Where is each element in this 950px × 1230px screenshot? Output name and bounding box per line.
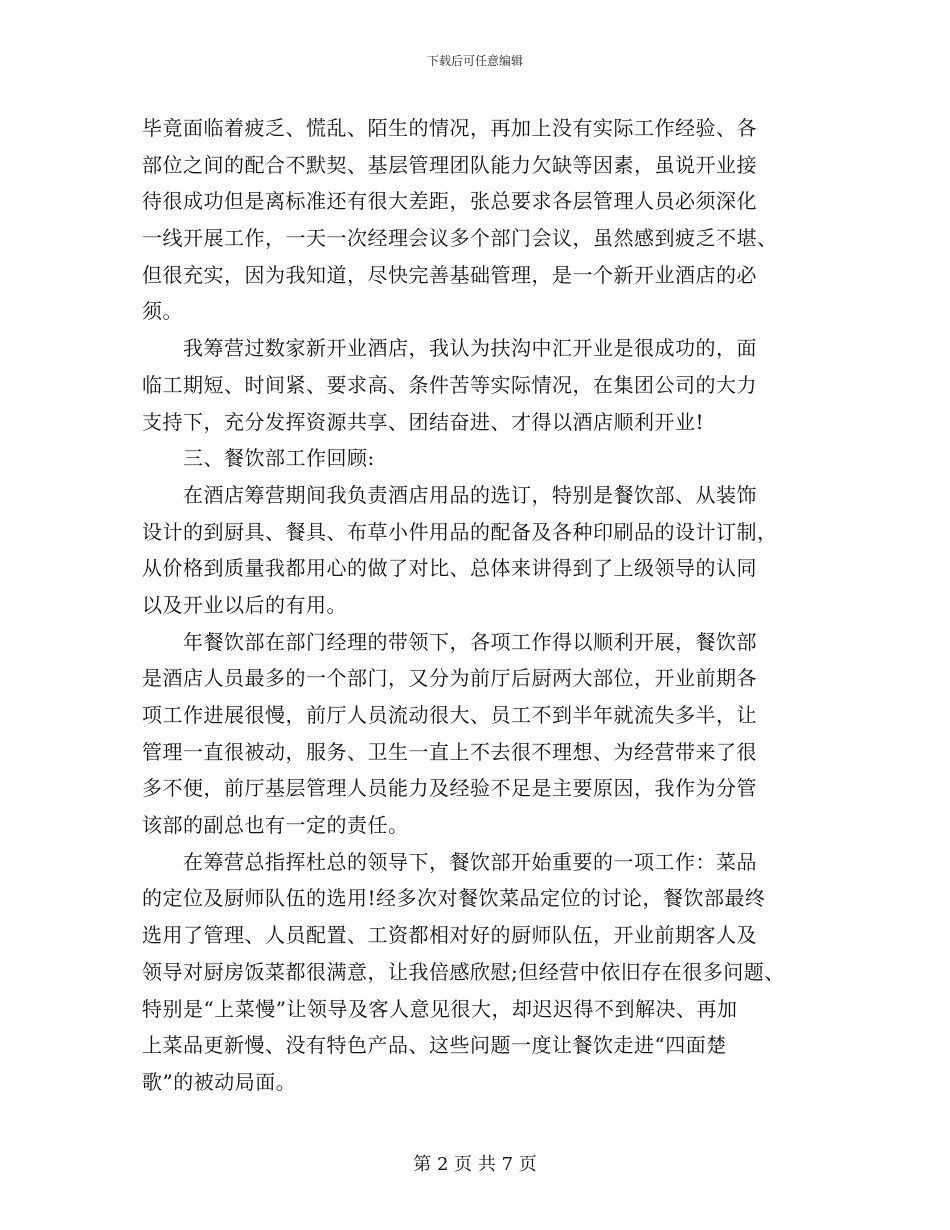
text-line: 临工期短、时间紧、要求高、条件苦等实际情况，在集团公司的大力 bbox=[142, 372, 757, 397]
text-line: 该部的副总也有一定的责任。 bbox=[142, 813, 409, 838]
text-line: 毕竟面临着疲乏、慌乱、陌生的情况，再加上没有实际工作经验、各 bbox=[142, 116, 757, 140]
document-body bbox=[142, 110, 822, 1101]
page-header: 下载后可任意编辑 bbox=[426, 54, 523, 68]
text-line: 特别是“上菜慢”让领导及客人意见很大，却迟迟得不到解决、再加 bbox=[142, 996, 738, 1021]
text-line: 部位之间的配合不默契、基层管理团队能力欠缺等因素，虽说开业接 bbox=[142, 152, 757, 177]
text-line: 上菜品更新慢、没有特色产品、这些问题一度让餐饮走进“四面楚 bbox=[142, 1033, 727, 1058]
text-line: 领导对厨房饭菜都很满意，让我倍感欣慰;但经营中依旧存在很多问题、 bbox=[142, 959, 785, 984]
text-line: 但很充实，因为我知道，尽快完善基础管理，是一个新开业酒店的必 bbox=[142, 262, 757, 287]
text-line: 项工作进展很慢，前厅人员流动很大、员工不到半年就流失多半，让 bbox=[142, 703, 757, 727]
text-line: 歌”的被动局面。 bbox=[142, 1069, 297, 1094]
text-line: 设计的到厨具、餐具、布草小件用品的配备及各种印刷品的设计订制， bbox=[142, 519, 778, 544]
text-line: 管理一直很被动，服务、卫生一直上不去很不理想、为经营带来了很 bbox=[142, 739, 757, 764]
text-line: 以及开业以后的有用。 bbox=[142, 592, 347, 617]
text-line: 从价格到质量我都用心的做了对比、总体来讲得到了上级领导的认同 bbox=[142, 556, 757, 581]
text-line: 选用了管理、人员配置、工资都相对好的厨师队伍，开业前期客人及 bbox=[142, 923, 757, 948]
text-line: 多不便，前厅基层管理人员能力及经验不足是主要原因，我作为分管 bbox=[142, 776, 757, 801]
text-line: 的定位及厨师队伍的选用!经多次对餐饮菜品定位的讨论，餐饮部最终 bbox=[142, 886, 766, 911]
text-line: 须。 bbox=[142, 299, 183, 324]
text-line: 在筹营总指挥杜总的领导下，餐饮部开始重要的一项工作：菜品 bbox=[142, 849, 757, 874]
text-line: 一线开展工作，一天一次经理会议多个部门会议，虽然感到疲乏不堪、 bbox=[142, 226, 778, 251]
text-line: 支持下，充分发挥资源共享、团结奋进、才得以酒店顺利开业! bbox=[142, 409, 705, 434]
text-line: 年餐饮部在部门经理的带领下，各项工作得以顺利开展，餐饮部 bbox=[142, 629, 757, 654]
text-line: 待很成功但是离标准还有很大差距，张总要求各层管理人员必须深化 bbox=[142, 189, 757, 214]
text-line: 在酒店筹营期间我负责酒店用品的选订，特别是餐饮部、从装饰 bbox=[142, 482, 757, 507]
page-number: 第 2 页 共 7 页 bbox=[413, 1154, 537, 1175]
section-heading: 三、餐饮部工作回顾: bbox=[142, 446, 375, 471]
text-line: 我筹营过数家新开业酒店，我认为扶沟中汇开业是很成功的，面 bbox=[142, 336, 757, 361]
text-line: 是酒店人员最多的一个部门，又分为前厅后厨两大部位，开业前期各 bbox=[142, 666, 757, 691]
